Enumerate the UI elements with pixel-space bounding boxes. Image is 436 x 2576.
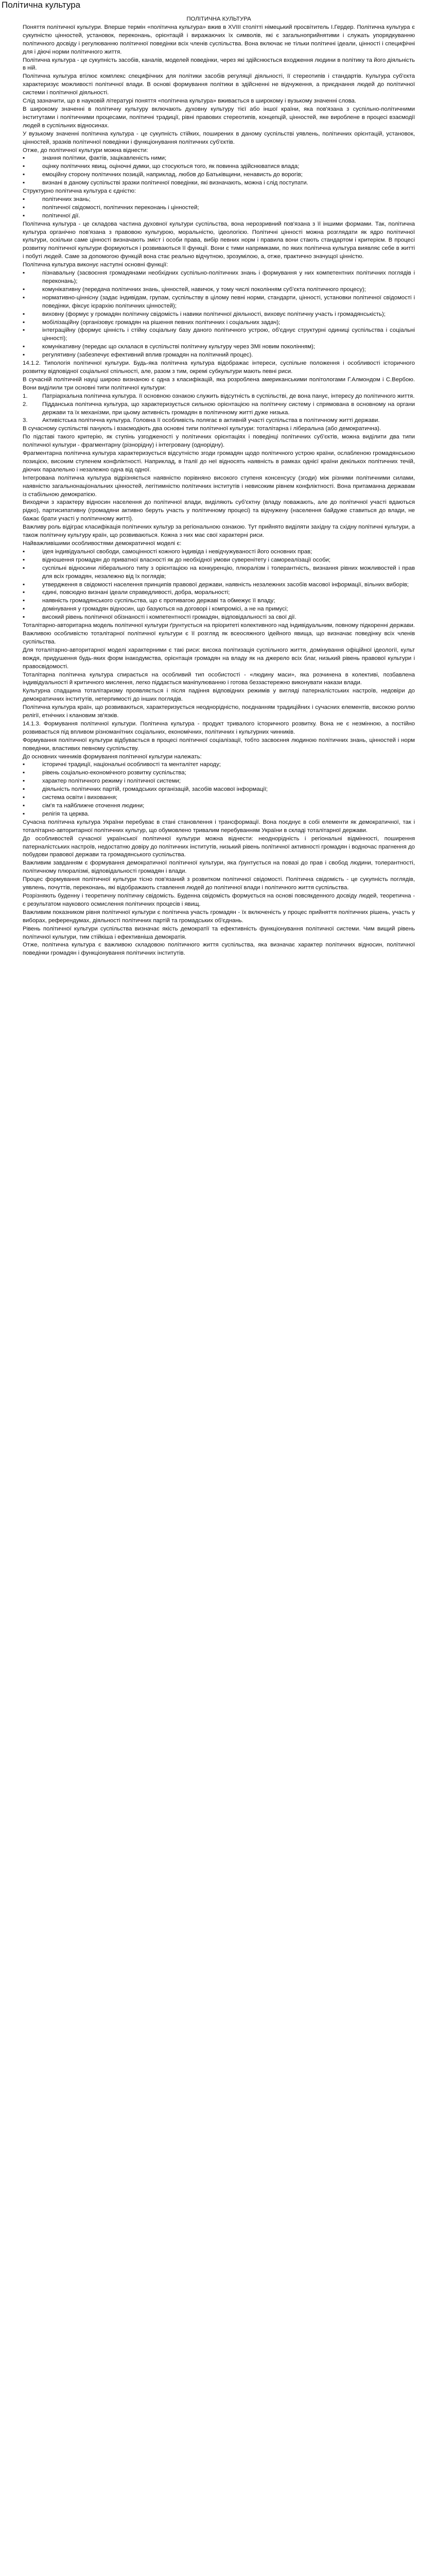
paragraph: Поняття політичної культури. Вперше термін «політична культура» вжив в XVIII столітті німецький просвітитель І.Гердер. Політична культура є сукупністю цінностей, установок, переконань, орієнтацій і виражаючих їх символів, які є загальноприйнятими і служать упорядкуванню політичного досвіду і регулюванню політичної поведінки всіх членів суспільства. Вона включає не тільки політичні ідеали, цінності і специфічні для і діючі норми політичного життя. — [23, 24, 415, 55]
bullet-icon: ▪ — [23, 212, 25, 219]
item-number: 1. — [23, 393, 28, 399]
item-text: комунікативну (передає що склалася в суспільстві політичну культуру через ЗМІ новим поколінням); — [42, 344, 315, 350]
bullet-item — [23, 171, 415, 179]
paragraph: 14.1.3. Формування політичної культури. Політична культура - продукт тривалого історичного розвитку. Вона не є незмінною, а постійно розвивається під впливом різноманітних соціальних, економічних, політичних і культурних чинників. — [23, 720, 415, 735]
paragraph: Отже, політична культура є важливою складовою політичного життя суспільства, яка визначає характер політичних відносин, політичної поведінки громадян і функціонування політичних інститутів. — [23, 942, 415, 957]
paragraph: У вузькому значенні політична культура - це сукупність стійких, поширених в даному суспільстві уявлень, політичних орієнтацій, установок, цінностей, зразків політичної поведінки і функціонування політичних суб'єктів. — [23, 130, 415, 145]
item-text: інтеграційну (формує цінність і стійку соціальну базу даного політичного устрою, об'єднує структурні одиниці суспільства і соціальні цінності); — [42, 327, 415, 342]
item-text: визнані в даному суспільстві зразки політичної поведінки, які визначають, можна і слід поступати. — [42, 180, 308, 187]
bullet-item — [23, 327, 415, 343]
item-text: ідея індивідуальної свободи, самоцінності кожного індивіда і невідчужуваності його основних прав; — [42, 548, 312, 555]
bullet-icon: ▪ — [23, 286, 25, 293]
paragraph: Політична культура втілює комплекс специфічних для політики засобів регуляції діяльності, її стереотипів і стандартів. Культура суб'єкта характеризує можливості політичної влади. В основі формування політики в здійсненні не відчуження, а приєднання людей до політичної системи і політичної діяльності. — [23, 73, 415, 96]
bullet-icon: ▪ — [23, 598, 25, 604]
item-text: емоційну сторону політичних позицій, наприклад, любов до Батьківщини, ненависть до ворогів; — [42, 172, 303, 178]
bullet-icon: ▪ — [23, 180, 25, 187]
document-body — [23, 24, 415, 958]
bullet-item — [23, 319, 415, 327]
bullet-icon: ▪ — [23, 581, 25, 588]
item-text: Патріархальна політична культура. її основною ознакою служить відсутність в суспільстві, де вона панує, інтересу до політичного життя. — [42, 393, 415, 399]
item-text: єдині, повсюдно визнані ідеали справедливості, добра, моральності; — [42, 589, 230, 596]
item-text: політичних знань; — [42, 196, 91, 202]
bullet-icon: ▪ — [23, 614, 25, 621]
paragraph: Слід зазначити, що в науковій літературі поняття «політична культура» вживається в широкому і вузькому значенні слова. — [23, 98, 357, 105]
item-text: система освіти і виховання; — [42, 794, 118, 801]
bullet-item — [23, 548, 415, 556]
bullet-icon: ▪ — [23, 548, 25, 555]
item-text: оцінку політичних явищ, оціночні думки, що стосуються того, як повинна здійснюватися влада; — [42, 163, 300, 170]
paragraph: Політична культура країн, що розвиваються, характеризується неоднорідністю, поєднанням традиційних і сучасних елементів, високою роллю релігії, етнічних і клановим зв'язків. — [23, 704, 415, 719]
item-text: відношення громадян до приватної власності як до необхідної умови суверенітету і самореалізації особи; — [42, 556, 331, 563]
bullet-item — [23, 155, 415, 163]
bullet-item — [23, 351, 415, 360]
bullet-item — [23, 204, 415, 212]
paragraph: В сучасному суспільстві панують і взаємодіють два основні типи політичної культури: тоталітарна і ліберальна (або демократична). — [23, 426, 381, 432]
item-text: рівень соціально-економічного розвитку суспільства; — [42, 770, 186, 776]
paragraph: Політична культура - це сукупність засобів, каналів, моделей поведінки, через які здійснюється входження людини в політику та його діяльність в ній. — [23, 57, 415, 72]
item-text: Активістська політична культура. Головна її особливість полягає в активній участі суспільства в політичному житті держави. — [42, 417, 380, 424]
bullet-item — [23, 179, 415, 188]
bullet-icon: ▪ — [23, 565, 25, 571]
paragraph: Структурно політична культура є єдністю: — [23, 188, 136, 195]
bullet-icon: ▪ — [23, 556, 25, 563]
paragraph: Для тоталітарно-авторитарної моделі характерними є такі риси: висока політизація суспільного життя, домінування офіційної ідеології, культ вождя, придушення будь-яких форм інакодумства, орієнтація громадян на владу як на джерело всіх благ, низький рівень правової культури і правосвідомості. — [23, 647, 415, 670]
paragraph: В широкому значенні в політичну культуру включають духовну культуру тієї або іншої країни, яка пов'язана з суспільно-політичними інститутами і політичними процесами, політичні традиції, рівні правових стереотипів, концепцій, цінностей, яке вироблене в процесі взаємодії людей в суспільних відносинах. — [23, 106, 415, 129]
item-text: комунікативну (передача політичних знань, цінностей, навичок, у тому числі поколінням суб'єкта політичного процесу); — [42, 286, 366, 293]
bullet-item — [23, 769, 415, 777]
bullet-item — [23, 605, 415, 614]
bullet-item — [23, 794, 415, 802]
numbered-item — [23, 393, 415, 401]
paragraph: Важливим показником рівня політичної культури є політична участь громадян - їх включеність у процес прийняття політичних рішень, участь у виборах, референдумах, діяльності політичних партій та громадських об'єднань. — [23, 909, 415, 924]
bullet-item — [23, 343, 415, 351]
bullet-icon: ▪ — [23, 589, 25, 596]
paragraph: Важливим завданням є формування демократичної політичної культури, яка ґрунтується на повазі до прав і свобод людини, толерантності, політичному плюралізмі, відповідальності громадян і влади. — [23, 860, 415, 875]
paragraph: Важливою особливістю тоталітарної політичної культури є її розгляд як всеосяжного ідейного явища, що визначає поведінку всіх членів суспільства. — [23, 630, 415, 645]
bullet-icon: ▪ — [23, 778, 25, 785]
paragraph: Культурна спадщина тоталітаризму проявляється і після падіння відповідних режимів у вигляді патерналістських настроїв, недовіри до демократичних інститутів, нетерпимості до інших поглядів. — [23, 688, 415, 703]
item-text: пізнавальну (засвоєння громадянами необхідних суспільно-політичних знань і формування у них компетентних політичних поглядів і переконань); — [42, 270, 415, 284]
paragraph: Політична культура - це складова частина духовної культури суспільства, вона нерозривний пов'язана з її іншими формами. Так, політична культура органічно пов'язана з правовою культурою, моральністю, ідеологією. Політичні цінності можна розглядати як ядро політичної культури, оскільки саме цінності визначають зміст і особи права, вибір певних норм і правила вони стають стандартом і критерієм. В процесі розвитку політичної культури формуються і розвиваються її функції. Вони є тими напрямками, по яких політична культура виявляє себе в житті і побуті людей. Саме за допомогою функцій вона стає реально відчутною, зрозумілою, а, отже, практично значущої цінністю. — [23, 221, 415, 260]
paragraph: Сучасна політична культура України перебуває в стані становлення і трансформації. Вона поєднує в собі елементи як демократичної, так і тоталітарно-авторитарної політичних культур, що обумовлено тривалим перебуванням України в складі тоталітарної держави. — [23, 819, 415, 834]
item-text: суспільні відносини ліберального типу з орієнтацією на конкуренцію, плюралізм і толерантність, визнання рівних можливостей і прав для всіх громадян, незалежно від їх поглядів; — [42, 565, 415, 580]
item-text: утвердження в свідомості населення принципів правової держави, наявність незалежних засобів масової інформації, вільних виборів; — [42, 581, 409, 588]
page-title: Політична культура — [2, 0, 81, 10]
bullet-item — [23, 810, 415, 819]
document-page — [23, 15, 415, 2576]
paragraph: Тоталітарно-авторитарна модель політичної культури ґрунтується на пріоритеті колективного над індивідуальним, повному підкоренні держави. — [23, 622, 415, 629]
paragraph: Інтегрована політична культура відрізняється наявністю порівняно високого ступеня консенсусу (згоди) між різними політичними силами, наявністю загальнонаціональних цінностей, легітимністю політичних інститутів і невисоким рівнем конфліктності. Вона притаманна державам із стабільною демократією. — [23, 474, 415, 498]
bullet-item — [23, 614, 415, 622]
item-text: сім'я та найближче оточення людини; — [42, 803, 145, 809]
bullet-item — [23, 581, 415, 589]
item-text: мобілізаційну (організовує громадян на рішення певних політичних і соціальних задач); — [42, 319, 281, 326]
paragraph: Розрізняють буденну і теоретичну політичну свідомість. Буденна свідомість формується на основі повсякденного досвіду людей, теоретична - є результатом наукового осмислення політичних процесів і явищ. — [23, 892, 415, 907]
item-text: релігія та церква. — [42, 810, 90, 817]
bullet-icon: ▪ — [23, 803, 25, 809]
bullet-item — [23, 761, 415, 769]
paragraph: Важливу роль відіграє класифікація політичних культур за регіональною ознакою. Тут прийнято виділяти західну та східну політичні культури, а також політичну культуру країн, що розвиваються. Кожна з них має свої характерні риси. — [23, 524, 415, 539]
bullet-item — [23, 589, 415, 597]
paragraph: До особливостей сучасної української політичної культури можна віднести: неоднорідність і регіональні відмінності, поширення патерналістських настроїв, недостатню довіру до політичних інститутів, низький рівень політичної активності громадян і водночас прагнення до побудови правової держави та громадянського суспільства. — [23, 835, 415, 858]
bullet-item — [23, 196, 415, 204]
item-text: виховну (формує у громадян політичну свідомість і навики політичної діяльності, виховує політичну участь і громадянськість); — [42, 311, 386, 317]
paragraph: По підставі такого критерію, як ступінь узгодженості у політичних орієнтаціях і поведінці політичних суб'єктів, можна виділити два типи політичної культури - фрагментарну (різнорідну) і інтегровану (однорідну). — [23, 434, 415, 449]
bullet-item — [23, 777, 415, 786]
bullet-icon: ▪ — [23, 794, 25, 801]
bullet-item — [23, 294, 415, 311]
bullet-icon: ▪ — [23, 270, 25, 277]
item-text: характер політичного режиму і політичної системи; — [42, 778, 181, 785]
bullet-icon: ▪ — [23, 786, 25, 793]
paragraph: Тоталітарна політична культура спирається на особливий тип особистості - «людину маси», яка розчинена в колективі, позбавлена індивідуальності й критичного мислення, легко піддається маніпулюванню і готова беззастережно виконувати накази влади. — [23, 671, 415, 686]
paragraph: Рівень політичної культури суспільства визначає якість демократії та ефективність функціонування політичної системи. Чим вищий рівень політичної культури, тим стійкіша і ефективніша демократія. — [23, 925, 415, 940]
bullet-icon: ▪ — [23, 344, 25, 350]
item-number: 3. — [23, 417, 28, 424]
numbered-item — [23, 401, 415, 417]
bullet-item — [23, 311, 415, 319]
bullet-item — [23, 556, 415, 565]
bullet-icon: ▪ — [23, 761, 25, 768]
item-text: нормативно-ціннісну (задає індивідам, групам, суспільству в цілому певні норми, стандарти, цінності, установки політичної свідомості і поведінки, фіксує ієрархію політичних цінностей); — [42, 294, 415, 309]
item-text: домінування у громадян відносин, що базуються на договорі і компромісі, а не на примусі; — [42, 606, 288, 613]
bullet-icon: ▪ — [23, 810, 25, 817]
bullet-item — [23, 565, 415, 581]
bullet-icon: ▪ — [23, 196, 25, 202]
paragraph: Фрагментарна політична культура характеризується відсутністю згоди громадян щодо політичного устрою країни, ослабленою громадянською позицією, високим ступенем конфліктності. Наприклад, в Італії до неї відносять наявність в рамках однієї країни декількох політичних течій, діючих паралельно і незалежно одна від одної. — [23, 450, 415, 473]
item-text: політичної свідомості, політичних переконань і цінностей; — [42, 204, 199, 211]
bullet-icon: ▪ — [23, 155, 25, 162]
bullet-icon: ▪ — [23, 204, 25, 211]
bullet-icon: ▪ — [23, 172, 25, 178]
paragraph: Виходячи з характеру відносин населення до політичної влади, виділяють суб'єктну (владу поважають, але до політичної участі вдаються рідко), партисипативну (громадяни активно беруть участь у політичному процесі) та відчужену (населення байдуже ставиться до влади, не бажає брати участі у політичному житті). — [23, 499, 415, 522]
paragraph: Найважливішими особливостями демократичної моделі є: — [23, 540, 182, 547]
paragraph: Політична культура виконує наступні основні функції: — [23, 262, 168, 268]
paragraph: В сучасній політичній науці широко визнаною є одна з класифікацій, яка розроблена американськими політологами Г.Алмондом і С.Вербою. Вони виділили три основні типи політичної культури: — [23, 376, 415, 391]
bullet-item — [23, 597, 415, 605]
bullet-item — [23, 212, 415, 221]
item-text: історичні традиції, національні особливості та менталітет народу; — [42, 761, 221, 768]
bullet-item — [23, 286, 415, 294]
bullet-icon: ▪ — [23, 311, 25, 317]
item-text: знання політики, фактів, зацікавленість ними; — [42, 155, 167, 162]
bullet-icon: ▪ — [23, 327, 25, 334]
paragraph: Формування політичної культури відбувається в процесі політичної соціалізації, тобто засвоєння людиною політичних знань, цінностей і норм поведінки, властивих певному суспільству. — [23, 737, 415, 752]
bullet-icon: ▪ — [23, 294, 25, 301]
bullet-icon: ▪ — [23, 163, 25, 170]
paragraph: Процес формування політичної культури тісно пов'язаний з розвитком політичної свідомості. Політична свідомість - це сукупність поглядів, уявлень, почуттів, переконань, які відображають ставлення людей до політичної влади і політичного життя суспільства. — [23, 876, 415, 891]
item-text: наявність громадянського суспільства, що є противагою державі та обмежує її владу; — [42, 598, 275, 604]
bullet-icon: ▪ — [23, 606, 25, 613]
bullet-icon: ▪ — [23, 770, 25, 776]
paragraph: Отже, до політичної культури можна віднести: — [23, 147, 148, 154]
bullet-item — [23, 269, 415, 286]
item-text: високий рівень політичної обізнаності і компетентності громадян, відповідальності за свої дії. — [42, 614, 297, 621]
bullet-item — [23, 786, 415, 794]
item-text: політичної дії. — [42, 212, 80, 219]
item-number: 2. — [23, 401, 28, 408]
item-text: Підданська політична культура, що характеризується сильною орієнтацією на політичну систему і спрямована в основному на органи держави та їх механізми, при цьому активність громадян в політичному житті дуже низька. — [42, 401, 415, 416]
paragraph: 14.1.2. Типологія політичної культури. Будь-яка політична культура відображає інтереси, суспільне положення і особливості історичного розвитку відповідної соціальної спільності, але, разом з тим, окремі субкультури мають певні риси. — [23, 360, 415, 375]
item-text: регулятивну (забезпечує ефективний вплив громадян на політичний процес). — [42, 352, 253, 359]
bullet-item — [23, 802, 415, 810]
paragraph: До основних чинників формування політичної культури належать: — [23, 753, 202, 760]
item-text: діяльність політичних партій, громадських організацій, засобів масової інформації; — [42, 786, 268, 793]
numbered-item — [23, 417, 415, 425]
document-title: ПОЛІТИЧНА КУЛЬТУРА — [186, 16, 251, 22]
bullet-icon: ▪ — [23, 352, 25, 359]
bullet-item — [23, 163, 415, 171]
bullet-icon: ▪ — [23, 319, 25, 326]
